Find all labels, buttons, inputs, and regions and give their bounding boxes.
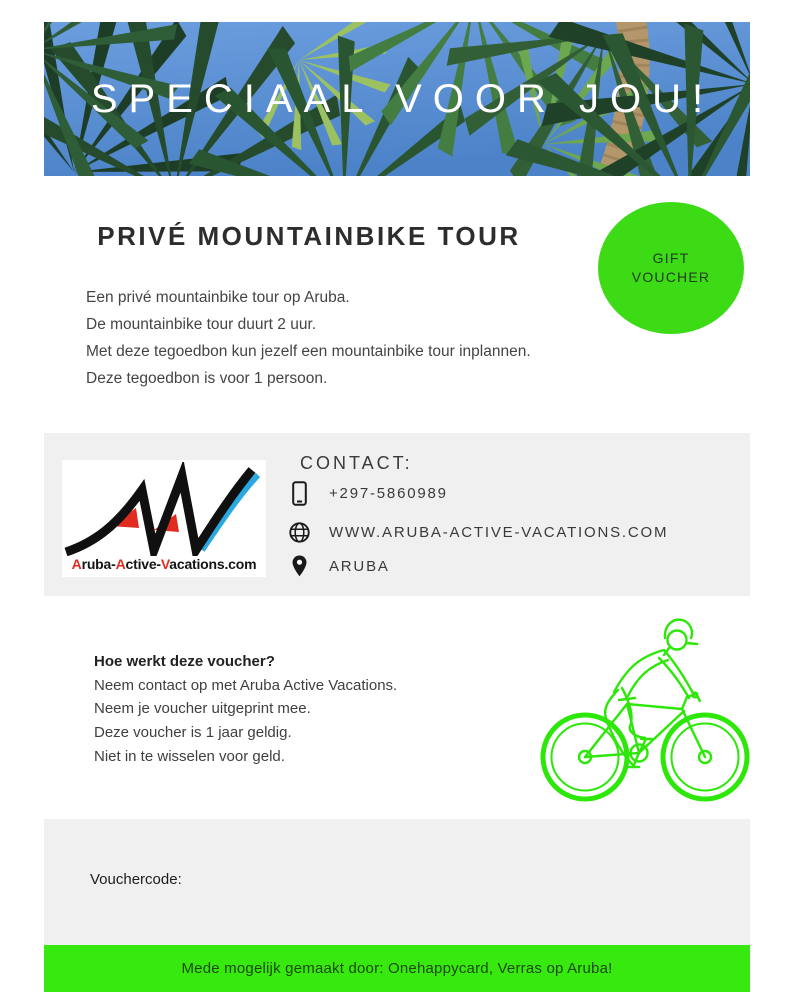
cyclist-illustration [536,610,750,811]
description-line: Deze tegoedbon is voor 1 persoon. [86,370,328,387]
gift-badge-line1: GIFT [652,250,690,266]
description-line: Met deze tegoedbon kun jezelf een mountainbike tour inplannen. [86,343,531,360]
logo-wordmark-part: ctive- [125,556,161,572]
vouchercode-box [44,819,750,945]
contact-heading: CONTACT: [300,453,413,473]
how-line: Deze voucher is 1 jaar geldig. [94,724,292,742]
palm-banner [44,22,750,176]
logo-wordmark-part: A [71,556,82,572]
location-pin-icon [288,555,310,577]
vouchercode-label: Vouchercode: [90,871,182,888]
footer-bar [44,945,750,992]
how-line: Niet in te wisselen voor geld. [94,747,285,765]
how-heading: Hoe werkt deze voucher? [94,653,275,670]
logo-wordmark [62,556,266,572]
description-line: De mountainbike tour duurt 2 uur. [86,316,317,333]
footer-text: Mede mogelijk gemaakt door: Onehappycard, Verras op Aruba! [181,960,613,977]
logo-wordmark-part: V [160,556,170,572]
logo-wordmark-part: A [115,556,126,572]
gift-voucher-badge [598,202,744,334]
location-row [288,554,390,578]
voucher-title: PRIVÉ MOUNTAINBIKE TOUR [97,221,521,251]
banner-headline: SPECIAAL VOOR JOU! [90,76,715,121]
contact-card [44,433,750,596]
globe-icon [288,522,310,543]
logo-wordmark-part: acations.com [169,556,257,572]
location-name: ARUBA [329,557,390,575]
website-row [288,521,668,543]
brand-logo [62,460,266,577]
how-line: Neem je voucher uitgeprint mee. [94,700,311,718]
voucher-description [86,284,531,392]
mobile-phone-icon [288,481,310,506]
phone-row [288,480,448,506]
description-line: Een privé mountainbike tour op Aruba. [86,289,350,306]
website-url: WWW.ARUBA-ACTIVE-VACATIONS.COM [329,523,669,541]
logo-mark [62,462,266,556]
logo-wordmark-part: ruba- [81,556,116,572]
how-it-works [94,650,397,769]
how-line: Neem contact op met Aruba Active Vacations. [94,676,398,694]
gift-badge-line2: VOUCHER [631,269,711,285]
phone-number: +297-5860989 [329,484,448,502]
